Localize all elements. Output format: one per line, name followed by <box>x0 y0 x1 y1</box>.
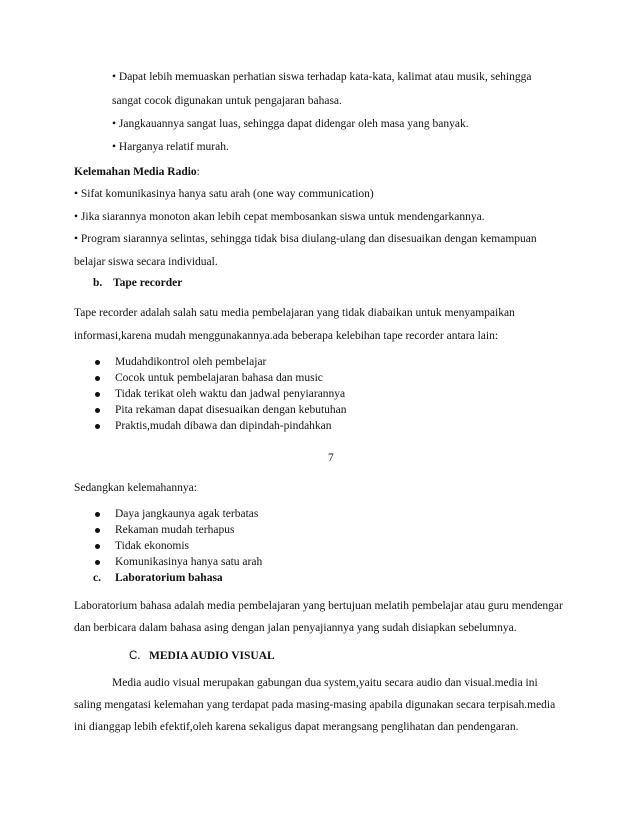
lab-heading: Laboratorium bahasa <box>115 572 223 584</box>
lab-paragraph: dan berbicara dalam bahasa asing dengan jalan penyajiannya yang sudah disiapkan sebelumnya. <box>74 622 517 634</box>
bullet-icon <box>95 360 100 365</box>
weakness-item: Komunikasinya hanya satu arah <box>115 556 263 568</box>
advantage-item: Mudahdikontrol oleh pembelajar <box>115 356 267 368</box>
radio-weakness-line: • Program siarannya selintas, sehingga tidak bisa diulang-ulang dan disesuaikan dengan kemampuan <box>74 233 537 245</box>
advantage-item: Pita rekaman dapat disesuaikan dengan kebutuhan <box>115 404 347 416</box>
weakness-item: Daya jangkaunya agak terbatas <box>115 508 259 520</box>
bullet-icon <box>95 544 100 549</box>
weakness-item: Rekaman mudah terhapus <box>115 524 235 536</box>
bullet-icon <box>95 528 100 533</box>
audio-visual-heading: MEDIA AUDIO VISUAL <box>149 650 275 662</box>
section-marker-C: C. <box>129 650 141 662</box>
bullet-icon <box>95 392 100 397</box>
audio-visual-paragraph: ini dianggap lebih efektif,oleh karena sekaligus dapat merangsang penglihatan dan pendengaran. <box>74 721 519 733</box>
audio-visual-paragraph: Media audio visual merupakan gabungan dua system,yaitu secara audio dan visual.media ini <box>112 677 538 689</box>
bullet-line: • Jangkauannya sangat luas, sehingga dapat didengar oleh masa yang banyak. <box>112 118 469 130</box>
bullet-icon <box>95 424 100 429</box>
lab-paragraph: Laboratorium bahasa adalah media pembelajaran yang bertujuan melatih pembelajar atau guru mendengar <box>74 600 563 612</box>
radio-weakness-heading-row <box>74 165 200 179</box>
bullet-line: • Dapat lebih memuaskan perhatian siswa terhadap kata-kata, kalimat atau musik, sehingga <box>112 71 532 83</box>
weakness-item: Tidak ekonomis <box>115 540 190 552</box>
tape-recorder-heading: Tape recorder <box>113 277 183 289</box>
bullet-line: • Harganya relatif murah. <box>112 141 229 153</box>
bullet-icon <box>95 376 100 381</box>
advantage-item: Cocok untuk pembelajaran bahasa dan music <box>115 372 323 384</box>
bullet-icon <box>95 560 100 565</box>
audio-visual-paragraph: saling mengatasi kelemahan yang terdapat pada masing-masing apabila digunakan secara terpisah.media <box>74 699 556 711</box>
section-marker-b: b. <box>93 277 103 289</box>
section-marker-c: c. <box>93 572 101 584</box>
bullet-icon <box>95 408 100 413</box>
bullet-line: sangat cocok digunakan untuk pengajaran bahasa. <box>112 95 342 107</box>
radio-weakness-line: belajar siswa secara individual. <box>74 256 218 268</box>
tape-recorder-paragraph: Tape recorder adalah salah satu media pembelajaran yang tidak diabaikan untuk menyampaikan <box>74 307 515 319</box>
heading-colon: : <box>196 166 200 178</box>
radio-weakness-line: • Sifat komunikasinya hanya satu arah (one way communication) <box>74 188 374 200</box>
page-number: 7 <box>328 452 334 464</box>
tape-recorder-paragraph: informasi,karena mudah menggunakannya.ada beberapa kelebihan tape recorder antara lain: <box>74 330 499 342</box>
advantage-item: Tidak terikat oleh waktu dan jadwal penyiarannya <box>115 388 346 400</box>
radio-weakness-line: • Jika siarannya monoton akan lebih cepat membosankan siswa untuk mendengarkannya. <box>74 211 485 223</box>
advantage-item: Praktis,mudah dibawa dan dipindah-pindahkan <box>115 420 332 432</box>
radio-weakness-heading: Kelemahan Media Radio <box>74 166 197 178</box>
bullet-icon <box>95 512 100 517</box>
weakness-intro: Sedangkan kelemahannya: <box>74 482 197 494</box>
